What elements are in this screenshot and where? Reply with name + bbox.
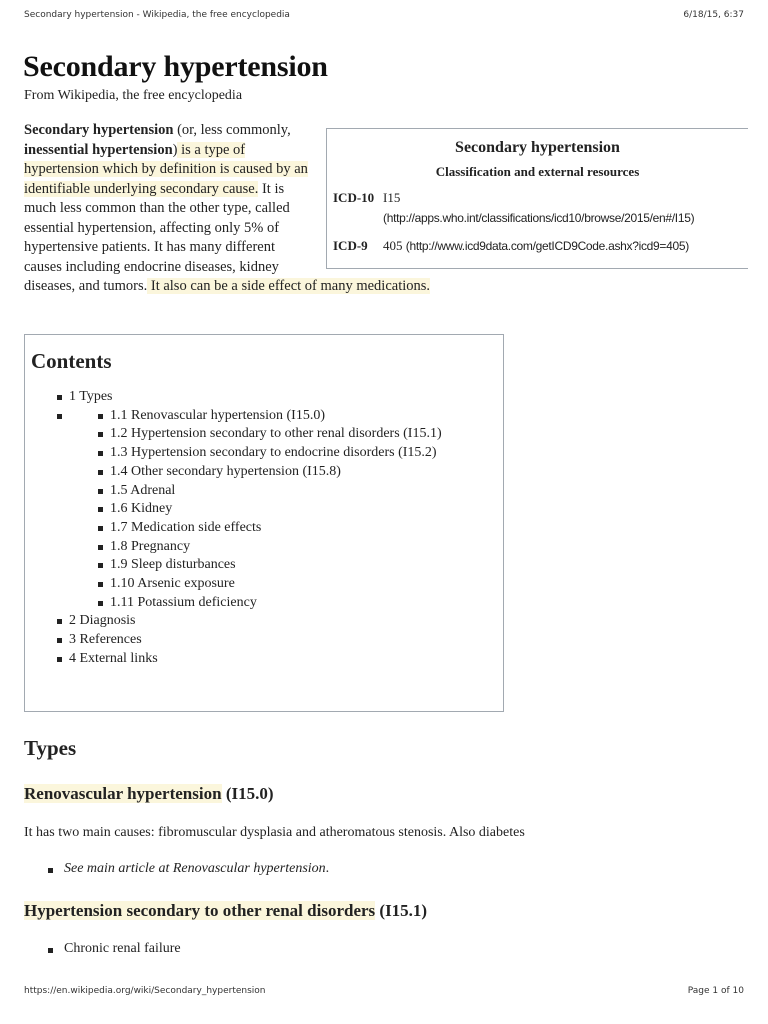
infobox-row-icd9 bbox=[333, 236, 742, 256]
intro-text-3: It is much less common than the other type, called essential hypertension, affecting only 5% of hypertensive patients. It has many different causes including endocrine diseases, kidney diseases, and tumors. bbox=[24, 180, 290, 294]
print-header-timestamp: 6/18/15, 6:37 bbox=[683, 10, 744, 20]
toc-title: Contents bbox=[31, 349, 112, 373]
intro-term: Secondary hypertension bbox=[24, 122, 174, 138]
icd9-code-link[interactable]: 405 bbox=[383, 238, 403, 253]
icd9-url[interactable]: (http://www.icd9data.com/getICD9Code.ashx?icd9=405) bbox=[405, 239, 689, 253]
print-header bbox=[24, 10, 744, 20]
icd10-url[interactable]: (http://apps.who.int/classifications/icd10/browse/2015/en#/I15) bbox=[383, 211, 695, 225]
section-heading-types: Types bbox=[24, 736, 77, 760]
intro-text-2: ) bbox=[172, 141, 178, 158]
toc-sublist-wrapper bbox=[31, 407, 503, 613]
infobox-subtitle: Classification and external resources bbox=[435, 164, 640, 179]
toc-item-renal-disorders[interactable]: 1.2 Hypertension secondary to other renal disorders (I15.1) bbox=[31, 425, 503, 444]
toc-item-medication[interactable]: 1.7 Medication side effects bbox=[31, 519, 503, 538]
print-footer bbox=[24, 986, 744, 996]
intro-highlight-2: It also can be a side effect of many medications. bbox=[147, 278, 431, 294]
toc-item-kidney[interactable]: 1.6 Kidney bbox=[31, 500, 503, 519]
toc-item-adrenal[interactable]: 1.5 Adrenal bbox=[31, 482, 503, 501]
table-of-contents bbox=[24, 334, 504, 712]
toc-sublist bbox=[31, 407, 503, 613]
see-also-item bbox=[48, 861, 329, 877]
infobox-title: Secondary hypertension bbox=[455, 139, 620, 156]
see-also-link[interactable]: See main article at Renovascular hypertension bbox=[64, 861, 326, 876]
renal-bullet-item: Chronic renal failure bbox=[48, 941, 181, 957]
subsection-heading-renovascular bbox=[24, 784, 274, 804]
toc-item-sleep[interactable]: 1.9 Sleep disturbances bbox=[31, 556, 503, 575]
print-header-title: Secondary hypertension - Wikipedia, the free encyclopedia bbox=[24, 10, 290, 20]
icd10-code-link[interactable]: I15 bbox=[383, 190, 401, 205]
renovascular-heading-text: Renovascular hypertension bbox=[24, 784, 222, 803]
infobox-row-icd10 bbox=[333, 188, 742, 228]
print-footer-page: Page 1 of 10 bbox=[687, 986, 744, 996]
intro-text-1: (or, less commonly, bbox=[173, 122, 291, 138]
toc-item-external-links[interactable]: 4 External links bbox=[31, 650, 503, 669]
intro-alt-term: inessential hypertension bbox=[24, 141, 173, 158]
intro-highlight-1: is a type of hypertension which by definition is caused by an identifiable underlying secondary cause. bbox=[24, 141, 308, 197]
renal-code: (I15.1) bbox=[375, 901, 428, 920]
print-footer-url: https://en.wikipedia.org/wiki/Secondary_hypertension bbox=[24, 986, 266, 996]
toc-item-diagnosis[interactable]: 2 Diagnosis bbox=[31, 612, 503, 631]
page-title: Secondary hypertension bbox=[23, 50, 328, 83]
renal-heading-text: Hypertension secondary to other renal disorders bbox=[24, 901, 376, 920]
subsection-heading-renal bbox=[24, 901, 427, 921]
page-subtitle: From Wikipedia, the free encyclopedia bbox=[24, 88, 243, 103]
toc-item-other-secondary[interactable]: 1.4 Other secondary hypertension (I15.8) bbox=[31, 463, 503, 482]
infobox bbox=[326, 128, 748, 269]
infobox-label: ICD-10 bbox=[333, 190, 375, 205]
toc-item-references[interactable]: 3 References bbox=[31, 631, 503, 650]
infobox-value bbox=[383, 188, 742, 228]
toc-item-renovascular[interactable]: 1.1 Renovascular hypertension (I15.0) bbox=[31, 407, 503, 426]
toc-item-potassium[interactable]: 1.11 Potassium deficiency bbox=[31, 594, 503, 613]
renovascular-code: (I15.0) bbox=[221, 784, 274, 803]
toc-item-types[interactable]: 1 Types bbox=[31, 388, 503, 407]
toc-item-pregnancy[interactable]: 1.8 Pregnancy bbox=[31, 538, 503, 557]
infobox-value bbox=[383, 236, 742, 256]
toc-list bbox=[31, 388, 503, 669]
see-also-period: . bbox=[325, 861, 330, 876]
infobox-label: ICD-9 bbox=[333, 238, 368, 253]
toc-item-arsenic[interactable]: 1.10 Arsenic exposure bbox=[31, 575, 503, 594]
toc-item-endocrine-disorders[interactable]: 1.3 Hypertension secondary to endocrine disorders (I15.2) bbox=[31, 444, 503, 463]
renovascular-paragraph: It has two main causes: fibromuscular dysplasia and atheromatous stenosis. Also diabetes bbox=[24, 825, 525, 840]
